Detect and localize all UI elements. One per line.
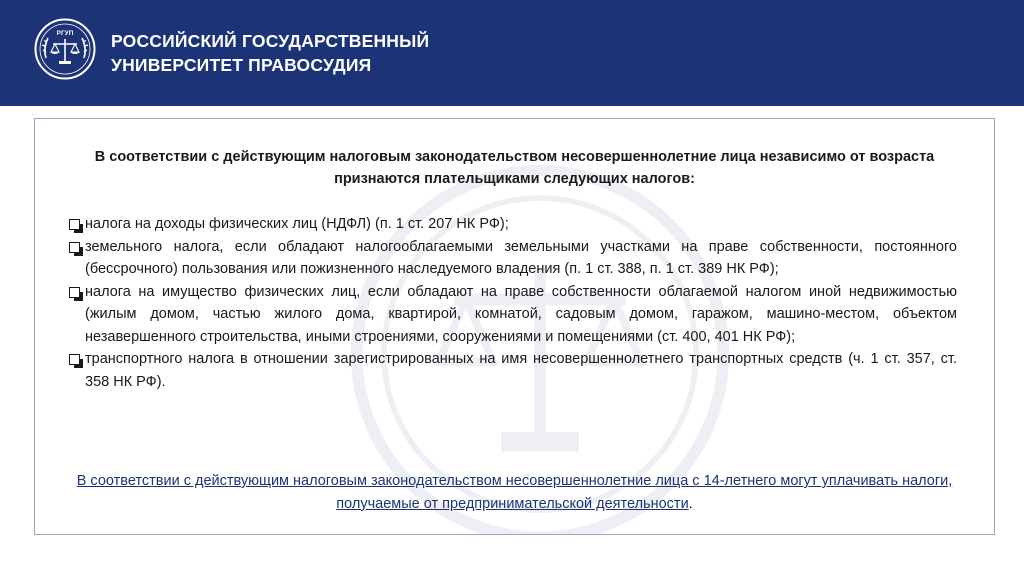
list-item: налога на имущество физических лиц, если обладают на праве собственности облагаемой налогом иной недвижимостью (жилым домом, частью жилого дома, квартирой, комнатой, садовым домом, гаражом, машино-местом, объектом незавершенного строительства, иными строениями, сооружениями и помещениями (ст. 400, 401 НК РФ);: [67, 281, 957, 349]
final-period: .: [688, 495, 693, 512]
checkbox-bullet-icon: [69, 219, 80, 230]
intro-heading: В соответствии с действующим налоговым законодательством несовершеннолетние лица независимо от возраста признаются плательщиками следующих налогов:: [94, 149, 935, 187]
list-item: транспортного налога в отношении зарегистрированных на имя несовершеннолетнего транспортных средств (ч. 1 ст. 357, ст. 358 НК РФ).: [67, 348, 957, 393]
university-title: [111, 29, 429, 77]
final-statement-text: В соответствии с действующим налоговым законодательством несовершеннолетние лица с 14-летнего могут уплачивать налоги, получаемые от предпринимательской деятельности: [76, 473, 953, 512]
list-item: земельного налога, если обладают налогооблагаемыми земельными участками на праве собственности, постоянного (бессрочного) пользования или пожизненного наследуемого владения (п. 1 ст. 388, п. 1 ст. 389 НК РФ);: [67, 236, 957, 281]
logo-text: РГУП: [56, 30, 74, 37]
checkbox-bullet-icon: [69, 354, 80, 365]
content-panel: [34, 118, 995, 535]
list-item: налога на доходы физических лиц (НДФЛ) (п. 1 ст. 207 НК РФ);: [67, 213, 957, 236]
final-statement: [65, 470, 964, 515]
header-bar: [0, 0, 1024, 106]
title-line-1: РОССИЙСКИЙ ГОСУДАРСТВЕННЫЙ: [111, 31, 430, 51]
checkbox-bullet-icon: [69, 242, 80, 253]
title-line-2: УНИВЕРСИТЕТ ПРАВОСУДИЯ: [111, 55, 372, 75]
university-logo-icon: [34, 18, 96, 80]
tax-list: [67, 213, 957, 393]
checkbox-bullet-icon: [69, 287, 80, 298]
